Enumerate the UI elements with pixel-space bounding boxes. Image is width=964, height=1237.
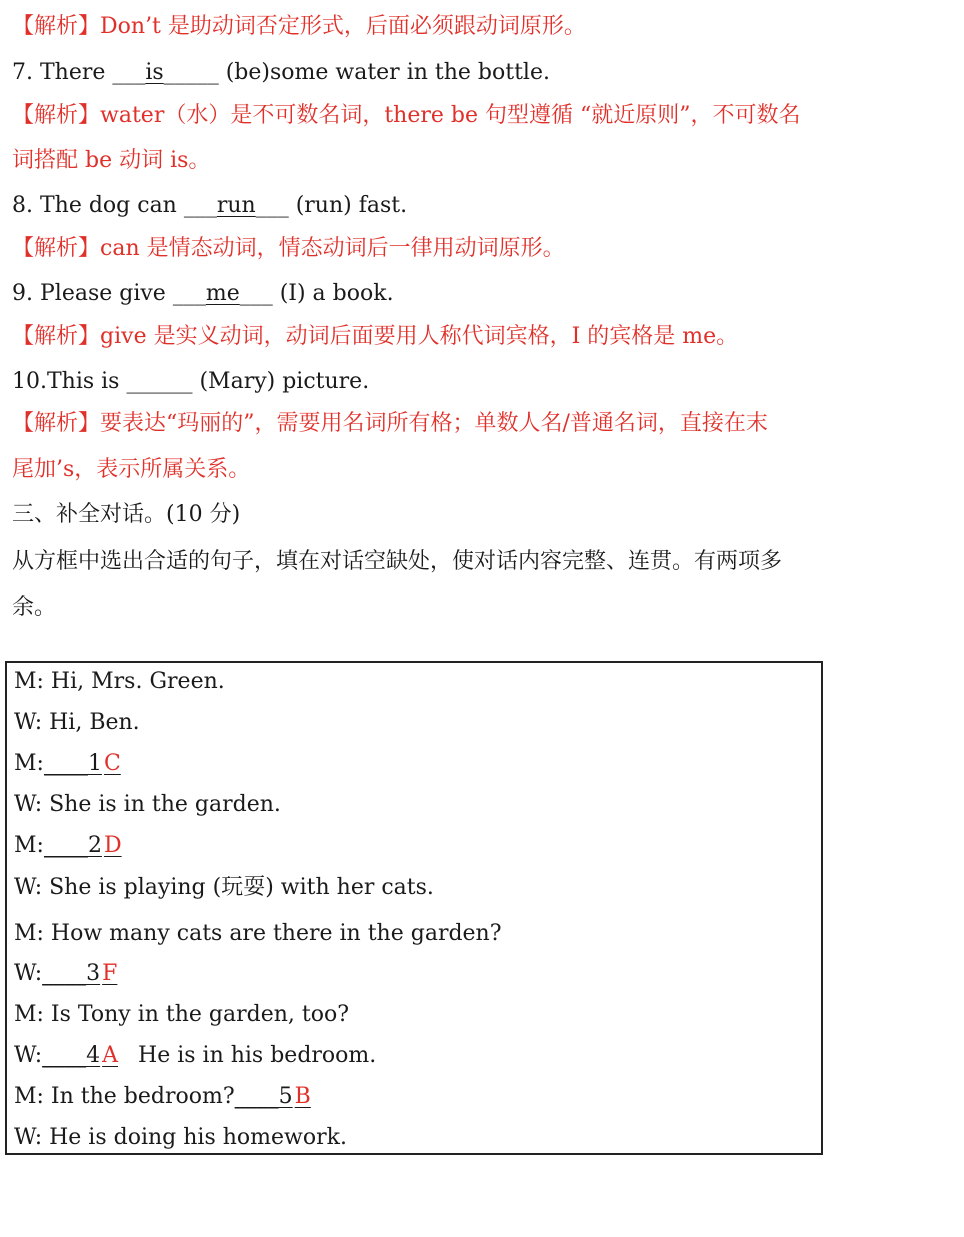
explanation-tag: 【解析】	[12, 411, 101, 436]
explanation-9	[12, 322, 738, 352]
explanation-text: can 是情态动词，情态动词后一律用动词原形。	[100, 236, 565, 261]
explanation-tag: 【解析】	[12, 103, 101, 128]
blank-number: ____2	[43, 833, 102, 858]
dialog-blank	[42, 961, 117, 986]
explanation-text: 尾加’s，表示所属关系。	[12, 457, 251, 482]
question-8	[12, 191, 407, 221]
explanation-7-line2	[12, 146, 210, 176]
dialog-blank	[235, 1084, 311, 1109]
dialog-line: W: He is doing his homework.	[14, 1125, 347, 1150]
dialog-line-blank-5	[14, 1082, 311, 1112]
explanation-tag: 【解析】	[12, 324, 101, 349]
blank-pre: ___	[112, 60, 146, 85]
section-instruction-line1: 从方框中选出合适的句子，填在对话空缺处，使对话内容完整、连贯。有两项多	[12, 549, 783, 574]
blank-post: ___	[255, 193, 289, 218]
dialog-blank	[44, 833, 122, 858]
dialog-line: W: She is in the garden.	[14, 792, 281, 817]
dialog-blank	[44, 751, 121, 776]
speaker: M:	[14, 751, 44, 776]
dialog-answer: D	[103, 833, 122, 858]
dialog-line-blank-4	[14, 1041, 376, 1071]
blank-post: _____	[163, 60, 219, 85]
dialog-line: M: How many cats are there in the garden?	[14, 921, 502, 946]
dialog-answer: C	[103, 751, 121, 776]
section-heading: 三、补全对话。(10 分)	[12, 502, 241, 527]
blank-number: ____4	[42, 1043, 101, 1068]
blank-pre: ___	[172, 281, 206, 306]
question-suffix: (Mary) picture.	[192, 369, 370, 394]
answer: run	[216, 193, 256, 218]
dialog-line-blank-2	[14, 831, 122, 861]
dialog-line-blank-3	[14, 959, 117, 989]
question-prefix: 10.This is	[12, 369, 127, 394]
dialog-line: W: Hi, Ben.	[14, 710, 140, 735]
dialog-box	[5, 661, 823, 1155]
explanation-tag: 【解析】	[12, 14, 101, 39]
answer: is	[145, 60, 164, 85]
explanation-text: 要表达“玛丽的”，需要用名词所有格；单数人名/普通名词，直接在末	[100, 411, 768, 436]
explanation-7-line1	[12, 101, 800, 131]
explanation-10-line2	[12, 455, 250, 485]
dialog-line-blank-1	[14, 749, 121, 779]
blank: ______	[126, 369, 193, 394]
speaker: W:	[14, 961, 43, 986]
explanation-tag: 【解析】	[12, 236, 101, 261]
speaker: W:	[14, 1043, 43, 1068]
dialog-line: W: She is playing (玩耍) with her cats.	[14, 875, 434, 900]
explanation-text: give 是实义动词，动词后面要用人称代词宾格，I 的宾格是 me。	[100, 324, 739, 349]
speaker: M:	[14, 833, 44, 858]
dialog-line: M: Is Tony in the garden, too?	[14, 1002, 350, 1027]
explanation-10-line1	[12, 409, 768, 439]
dialog-answer: A	[102, 1043, 119, 1068]
explanation-text: 词搭配 be 动词 is。	[12, 148, 211, 173]
question-prefix: 7. There	[12, 60, 113, 85]
answer: me	[205, 281, 240, 306]
dialog-answer: F	[102, 961, 118, 986]
blank-number: ____3	[42, 961, 101, 986]
question-9	[12, 279, 394, 309]
explanation-text: Don’t 是助动词否定形式，后面必须跟动词原形。	[100, 14, 586, 39]
question-suffix: (I) a book.	[272, 281, 394, 306]
dialog-blank	[42, 1043, 118, 1068]
dialog-line: M: Hi, Mrs. Green.	[14, 669, 225, 694]
question-prefix: 9. Please give	[12, 281, 173, 306]
question-7	[12, 58, 550, 88]
dialog-prefix: M: In the bedroom?	[14, 1084, 235, 1109]
blank-number: ____1	[43, 751, 102, 776]
blank-number: ____5	[234, 1084, 293, 1109]
question-10	[12, 367, 369, 397]
dialog-suffix: He is in his bedroom.	[138, 1043, 377, 1068]
blank-pre: ___	[183, 193, 217, 218]
blank-post: ___	[239, 281, 273, 306]
question-suffix: (be)some water in the bottle.	[218, 60, 550, 85]
explanation-text: water（水）是不可数名词，there be 句型遵循 “就近原则”，不可数名	[100, 103, 801, 128]
explanation-6	[12, 12, 586, 42]
question-prefix: 8. The dog can	[12, 193, 184, 218]
section-instruction-line2: 余。	[12, 595, 57, 620]
dialog-answer: B	[294, 1084, 311, 1109]
explanation-8	[12, 234, 565, 264]
question-suffix: (run) fast.	[288, 193, 408, 218]
